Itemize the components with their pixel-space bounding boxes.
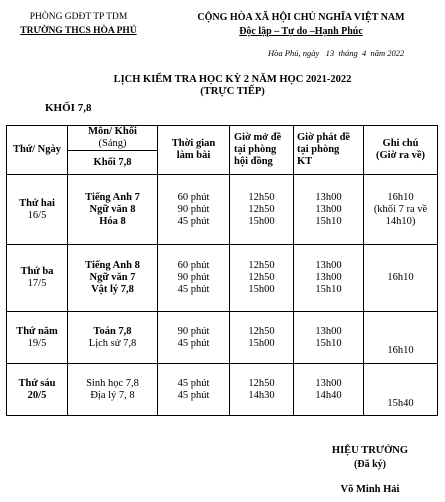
- table-row: [7, 175, 438, 245]
- note-cell: 16h10: [364, 312, 438, 364]
- note-cell: 16h10: [364, 245, 438, 312]
- day-cell: Thứ hai 16/5: [7, 175, 68, 245]
- duration-cell: 60 phút 90 phút 45 phút: [158, 175, 230, 245]
- issue-time-cell: 13h00 13h00 15h10: [294, 245, 364, 312]
- document-subtitle: (TRỰC TIẾP): [200, 86, 265, 97]
- header-note: Ghi chú (Giờ ra về): [364, 126, 438, 175]
- issue-time-cell: 13h00 14h40: [294, 364, 364, 416]
- header-open-time: Giờ mở đề tại phòng hội đồng: [230, 126, 294, 175]
- note-cell: 16h10 (khối 7 ra về 14h10): [364, 175, 438, 245]
- table-row: [7, 364, 438, 416]
- subject-cell: Tiếng Anh 7 Ngữ văn 8 Hóa 8: [68, 175, 158, 245]
- motto: Độc lập – Tự do –Hạnh Phúc: [239, 26, 363, 37]
- header-grade: Khối 7,8: [68, 151, 158, 175]
- duration-cell: 60 phút 90 phút 45 phút: [158, 245, 230, 312]
- nation-title: CỘNG HÒA XÃ HỘI CHỦ NGHĨA VIỆT NAM: [197, 12, 405, 23]
- open-time-cell: 12h50 12h50 15h00: [230, 175, 294, 245]
- note-cell: 15h40: [364, 364, 438, 416]
- grade-heading: KHỐI 7,8: [45, 102, 92, 114]
- signature-name: Võ Minh Hải: [340, 484, 400, 495]
- date-line: Hòa Phú, ngày 13 tháng 4 năm 2022: [268, 48, 405, 58]
- issue-time-cell: 13h00 15h10: [294, 312, 364, 364]
- school-name: TRƯỜNG THCS HÒA PHÚ: [20, 26, 137, 36]
- open-time-cell: 12h50 14h30: [230, 364, 294, 416]
- exam-schedule-table: [6, 125, 438, 416]
- signature-role: HIỆU TRƯỞNG: [331, 445, 409, 456]
- header-day: Thứ/ Ngày: [7, 126, 68, 175]
- duration-cell: 45 phút 45 phút: [158, 364, 230, 416]
- day-cell: Thứ sáu 20/5: [7, 364, 68, 416]
- department-name: PHÒNG GDĐT TP TDM: [29, 12, 128, 22]
- duration-cell: 90 phút 45 phút: [158, 312, 230, 364]
- header-issue-time: Giờ phát đề tại phòng KT: [294, 126, 364, 175]
- signature-status: (Đã ký): [354, 459, 386, 470]
- day-cell: Thứ năm 19/5: [7, 312, 68, 364]
- subject-cell: Sinh học 7,8 Địa lý 7, 8: [68, 364, 158, 416]
- day-cell: Thứ ba 17/5: [7, 245, 68, 312]
- open-time-cell: 12h50 15h00: [230, 312, 294, 364]
- subject-cell: Toán 7,8 Lịch sử 7,8: [68, 312, 158, 364]
- subject-cell: Tiếng Anh 8 Ngữ văn 7 Vật lý 7,8: [68, 245, 158, 312]
- header-duration: Thời gian làm bài: [158, 126, 230, 175]
- issue-time-cell: 13h00 13h00 15h10: [294, 175, 364, 245]
- table-row: [7, 312, 438, 364]
- table-row: [7, 245, 438, 312]
- document-title: LỊCH KIỂM TRA HỌC KỲ 2 NĂM HỌC 2021-2022: [113, 74, 352, 85]
- open-time-cell: 12h50 12h50 15h00: [230, 245, 294, 312]
- header-subject-group: Môn/ Khối (Sáng): [68, 126, 158, 151]
